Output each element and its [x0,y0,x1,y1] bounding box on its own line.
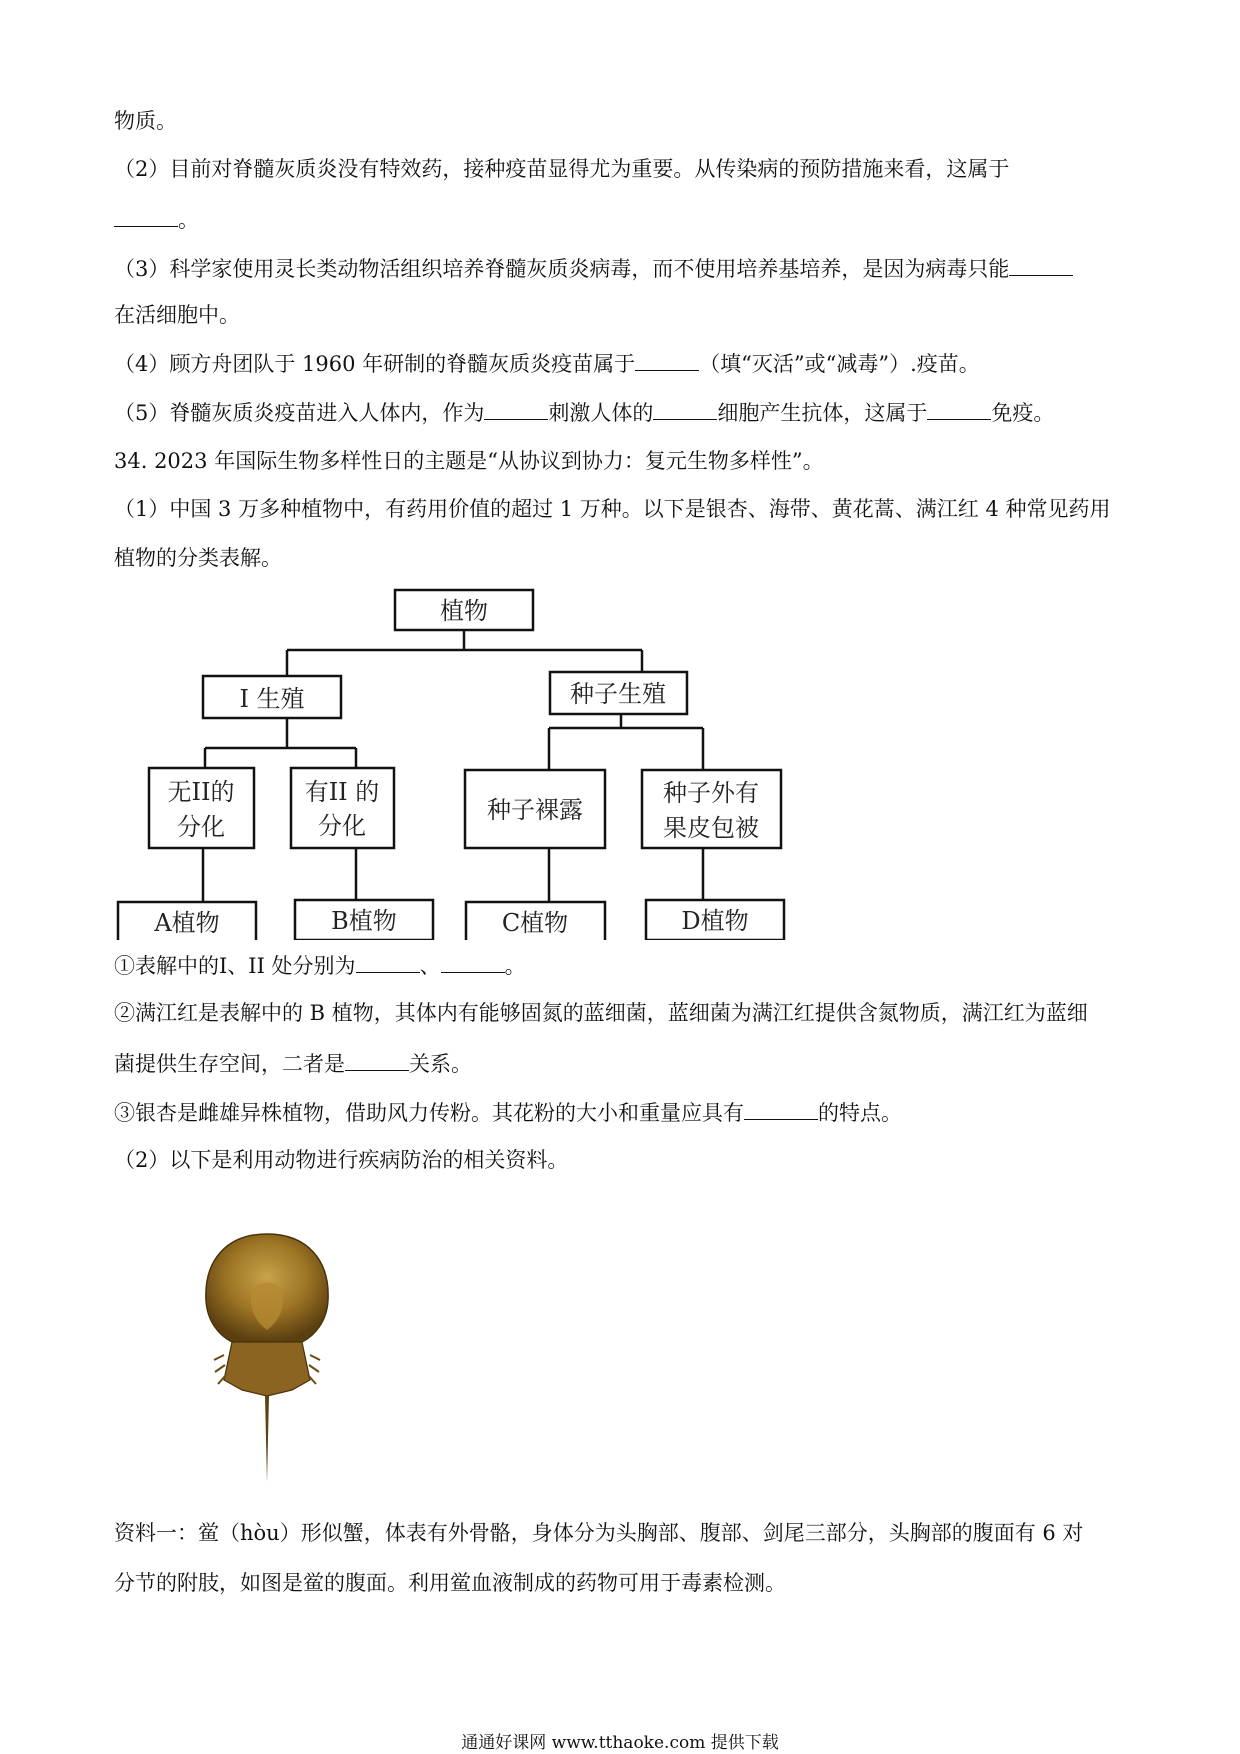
text-line: （2）以下是利用动物进行疾病防治的相关资料。 [114,1148,569,1172]
answer-blank[interactable] [356,950,420,973]
label-rr-1: 种子外有 [663,779,759,807]
answer-blank[interactable] [744,1097,818,1120]
answer-blank[interactable] [635,348,699,371]
label-left: I 生殖 [239,685,305,713]
text-line: （5）脊髓灰质炎疫苗进入人体内，作为 刺激人体的 细胞产生抗体，这属于 免疫。 [114,397,1054,428]
horseshoe-crab-image [202,1230,332,1485]
answer-blank[interactable] [484,397,548,420]
text-line: （2）目前对脊髓灰质炎没有特效药，接种疫苗显得尤为重要。从传染病的预防措施来看，这属于 [114,157,1010,181]
text-line: ①表解中的I、II 处分别为 、 。 [114,950,526,981]
label-b: B植物 [331,907,397,935]
label-lr-2: 分化 [318,812,366,840]
text-line: 菌提供生存空间，二者是 关系。 [114,1048,472,1079]
text-line: 资料一：鲎（hòu）形似蟹，体表有外骨骼，身体分为头胸部、腹部、剑尾三部分，头胸部的腹面有 6 对 [114,1521,1084,1545]
text-line: 物质。 [114,109,177,133]
label-ll-1: 无II的 [167,778,235,806]
label-lr-1: 有II 的 [304,778,380,806]
answer-blank[interactable] [345,1048,409,1071]
answer-blank[interactable] [1009,253,1073,276]
text-line: （1）中国 3 万多种植物中，有药用价值的超过 1 万种。以下是银杏、海带、黄花蒿、满江红 4 种常见药用 [114,497,1111,521]
label-d: D植物 [681,907,749,935]
text-line: 分节的附肢，如图是鲎的腹面。利用鲎血液制成的药物可用于毒素检测。 [114,1571,786,1595]
text-line: ②满江红是表解中的 B 植物，其体内有能够固氮的蓝细菌，蓝细菌为满江红提供含氮物质，满江红为蓝细 [114,1001,1088,1025]
text-line: 在活细胞中。 [114,303,240,327]
text-line: 植物的分类表解。 [114,546,282,570]
label-root: 植物 [440,597,488,625]
text-line: 。 [114,204,199,235]
text-line: （4）顾方舟团队于 1960 年研制的脊髓灰质炎疫苗属于 （填“灭活”或“减毒”）.疫苗。 [114,348,980,379]
label-rl: 种子裸露 [487,796,583,824]
question-title: 34. 2023 年国际生物多样性日的主题是“从协议到协力：复元生物多样性”。 [114,449,824,473]
answer-blank[interactable] [653,397,717,420]
label-a: A植物 [154,909,220,937]
label-ll-2: 分化 [177,813,225,841]
answer-blank[interactable] [114,204,178,227]
answer-blank[interactable] [441,950,505,973]
answer-blank[interactable] [927,397,991,420]
page-footer: 通通好课网 www.tthaoke.com 提供下载 [461,1733,779,1753]
text-line: （3）科学家使用灵长类动物活组织培养脊髓灰质炎病毒，而不使用培养基培养，是因为病毒只能 [114,253,1073,284]
label-right: 种子生殖 [570,680,666,708]
text-line: ③银杏是雌雄异株植物，借助风力传粉。其花粉的大小和重量应具有 的特点。 [114,1097,902,1128]
label-c: C植物 [501,909,569,937]
classification-diagram [0,580,1240,940]
label-rr-2: 果皮包被 [663,814,759,842]
